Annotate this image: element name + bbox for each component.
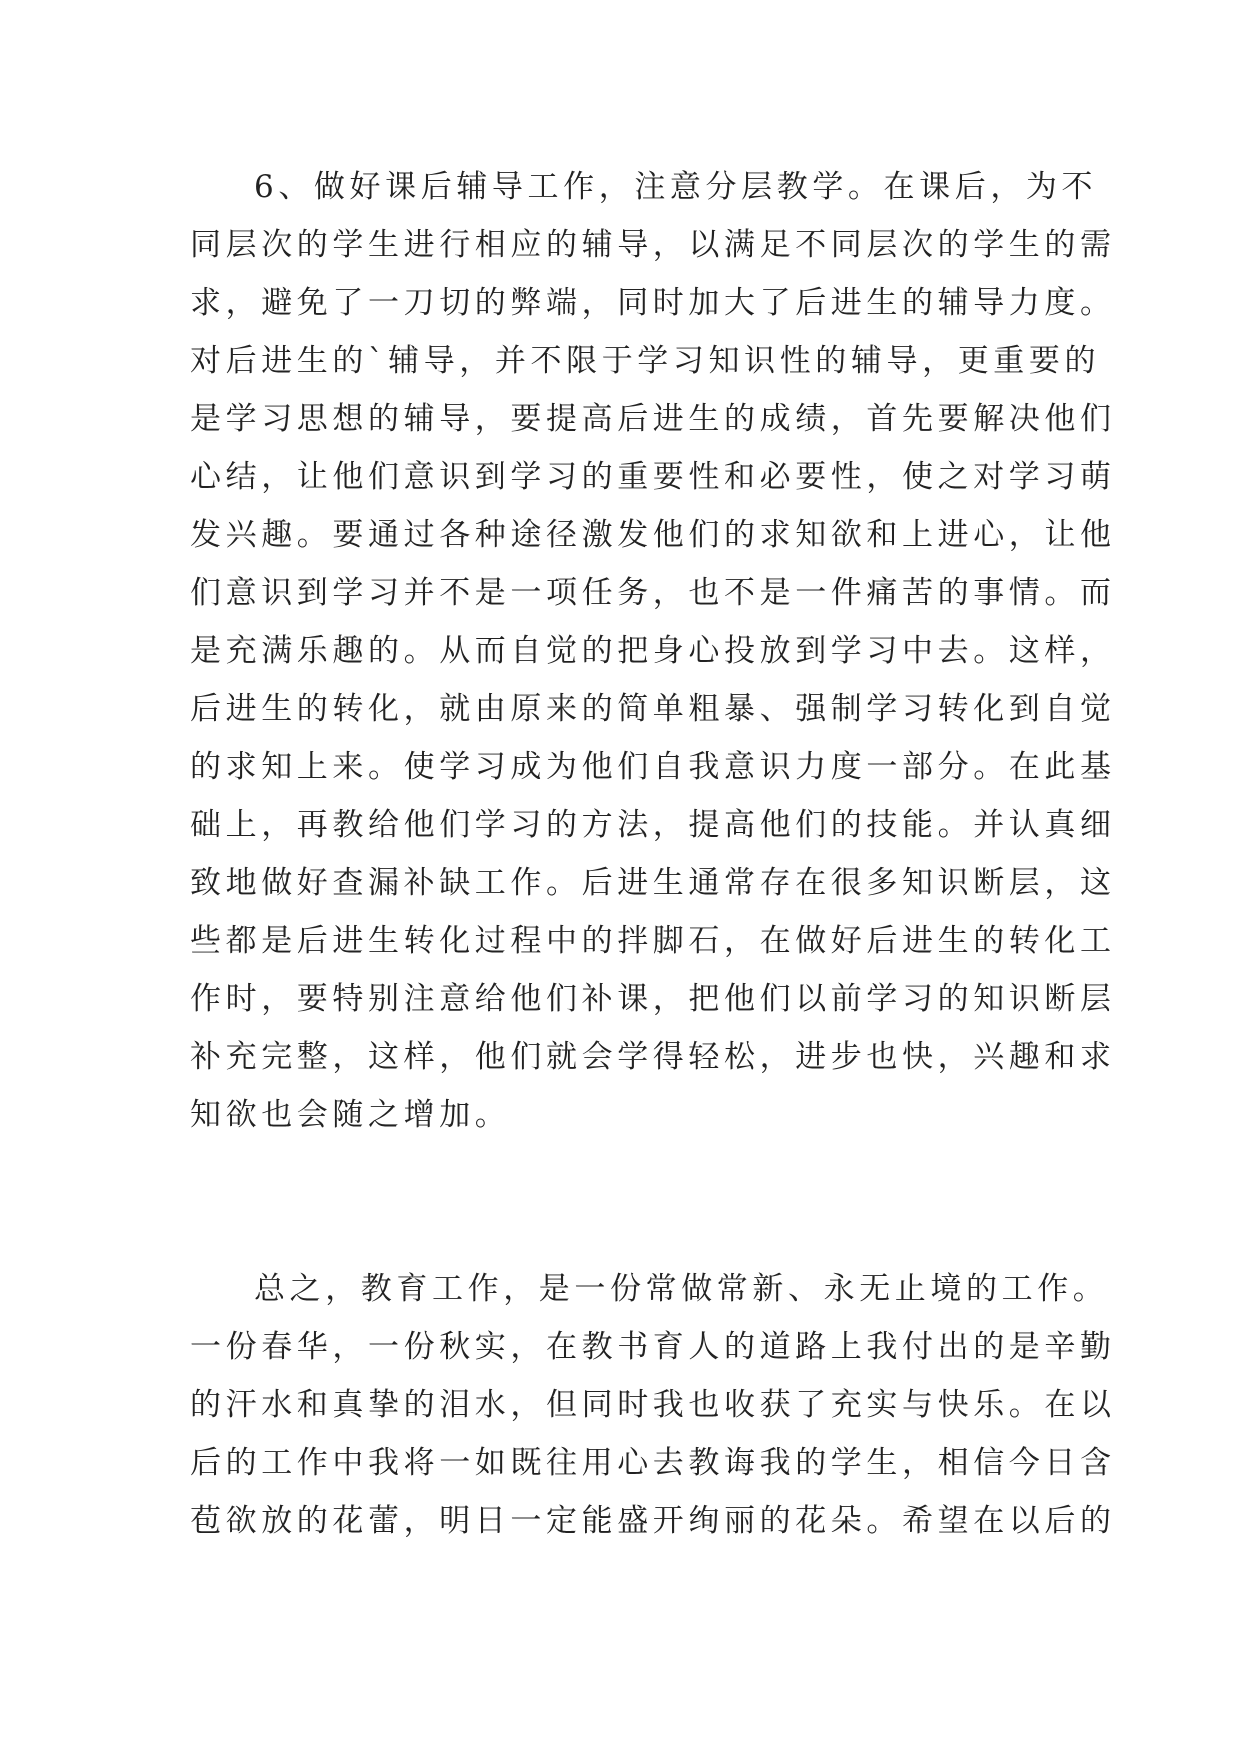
- text-line: 些都是后进生转化过程中的拌脚石，在做好后进生的转化工: [190, 923, 1116, 959]
- text-line: 心结，让他们意识到学习的重要性和必要性，使之对学习萌: [190, 459, 1116, 495]
- text-line: 总之，教育工作，是一份常做常新、永无止境的工作。: [254, 1271, 1109, 1307]
- text-line: 补充完整，这样，他们就会学得轻松，进步也快，兴趣和求: [190, 1039, 1116, 1075]
- paragraph-tutoring: [190, 158, 1116, 1144]
- paragraph-summary: [190, 1260, 1116, 1550]
- text-line: 6、做好课后辅导工作，注意分层教学。在课后，为不: [254, 169, 1098, 205]
- text-line: 的汗水和真挚的泪水，但同时我也收获了充实与快乐。在以: [190, 1387, 1116, 1423]
- text-line: 的求知上来。使学习成为他们自我意识力度一部分。在此基: [190, 749, 1116, 785]
- text-line: 苞欲放的花蕾，明日一定能盛开绚丽的花朵。希望在以后的: [190, 1503, 1116, 1539]
- text-line: 一份春华，一份秋实，在教书育人的道路上我付出的是辛勤: [190, 1329, 1116, 1365]
- text-line: 作时，要特别注意给他们补课，把他们以前学习的知识断层: [190, 981, 1116, 1017]
- text-line: 求，避免了一刀切的弊端，同时加大了后进生的辅导力度。: [190, 285, 1116, 321]
- text-line: 对后进生的`辅导，并不限于学习知识性的辅导，更重要的: [190, 343, 1101, 379]
- text-line: 后进生的转化，就由原来的简单粗暴、强制学习转化到自觉: [190, 691, 1116, 727]
- text-line: 发兴趣。要通过各种途径激发他们的求知欲和上进心，让他: [190, 517, 1116, 553]
- text-line: 是学习思想的辅导，要提高后进生的成绩，首先要解决他们: [190, 401, 1116, 437]
- text-line: 们意识到学习并不是一项任务，也不是一件痛苦的事情。而: [190, 575, 1116, 611]
- text-line: 知欲也会随之增加。: [190, 1097, 511, 1133]
- text-line: 致地做好查漏补缺工作。后进生通常存在很多知识断层，这: [190, 865, 1116, 901]
- text-line: 同层次的学生进行相应的辅导，以满足不同层次的学生的需: [190, 227, 1116, 263]
- text-line: 础上，再教给他们学习的方法，提高他们的技能。并认真细: [190, 807, 1116, 843]
- text-line: 是充满乐趣的。从而自觉的把身心投放到学习中去。这样，: [190, 633, 1116, 669]
- text-line: 后的工作中我将一如既往用心去教诲我的学生，相信今日含: [190, 1445, 1116, 1481]
